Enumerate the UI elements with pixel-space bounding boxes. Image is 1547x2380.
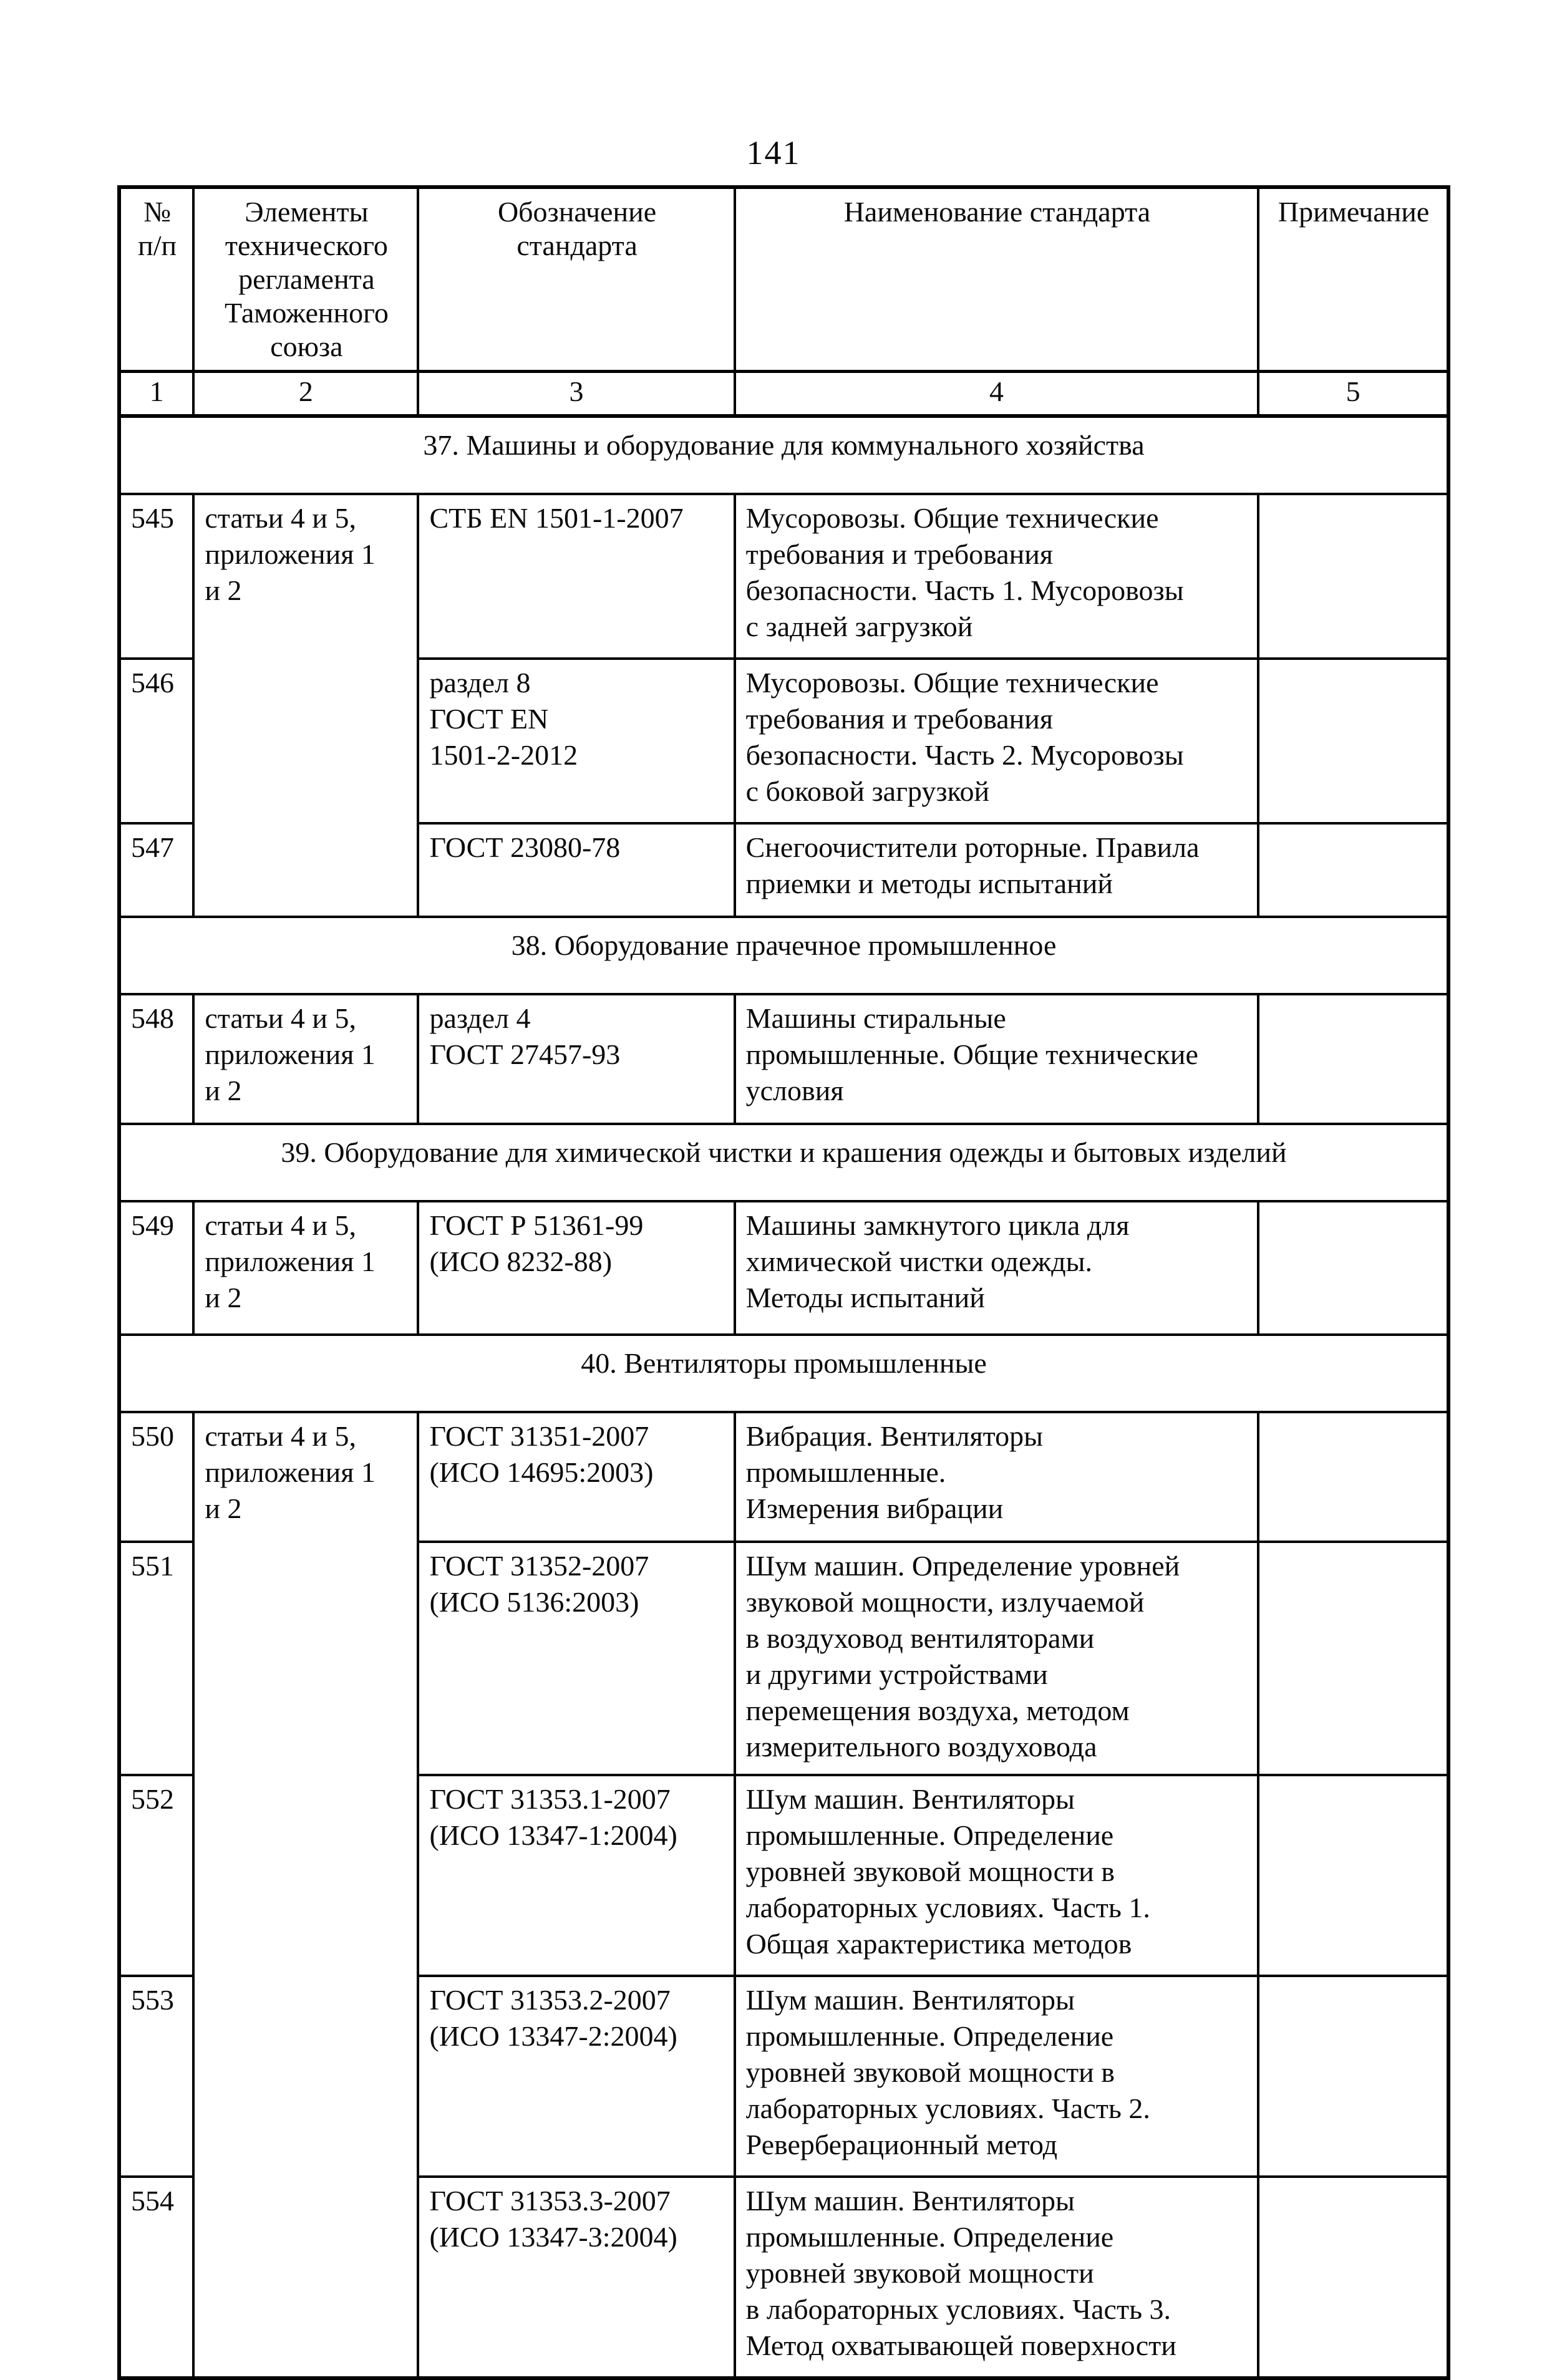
column-index-row xyxy=(119,372,1448,417)
note-cell xyxy=(1258,823,1448,917)
column-index-3: 3 xyxy=(418,372,734,417)
designation-cell: раздел 8 ГОСТ EN 1501-2-2012 xyxy=(418,659,734,823)
name-cell: Шум машин. Вентиляторы промышленные. Определение уровней звуковой мощности в лабораторных условиях. Часть 1. Общая характеристика методов xyxy=(735,1775,1259,1976)
section-title: 40. Вентиляторы промышленные xyxy=(119,1335,1448,1412)
table-row xyxy=(119,994,1448,1124)
note-cell xyxy=(1258,1412,1448,1542)
section-row-40 xyxy=(119,1335,1448,1412)
column-index-5: 5 xyxy=(1258,372,1448,417)
table-row xyxy=(119,1412,1448,1542)
section-row-38 xyxy=(119,917,1448,994)
row-number-cell: 554 xyxy=(119,2177,193,2378)
name-cell: Шум машин. Вентиляторы промышленные. Определение уровней звуковой мощности в лабораторных условиях. Часть 2. Реверберационный метод xyxy=(735,1976,1259,2177)
note-cell xyxy=(1258,994,1448,1124)
designation-cell: ГОСТ 31353.1-2007 (ИСО 13347-1:2004) xyxy=(418,1775,734,1976)
row-number-cell: 548 xyxy=(119,994,193,1124)
table-header-row xyxy=(119,187,1448,372)
designation-cell: ГОСТ 31352-2007 (ИСО 5136:2003) xyxy=(418,1542,734,1775)
name-cell: Шум машин. Вентиляторы промышленные. Определение уровней звуковой мощности в лабораторных условиях. Часть 3. Метод охватывающей поверхности xyxy=(735,2177,1259,2378)
note-cell xyxy=(1258,1775,1448,1976)
col-header-note: Примечание xyxy=(1258,187,1448,372)
section-title: 38. Оборудование прачечное промышленное xyxy=(119,917,1448,994)
designation-cell: раздел 4 ГОСТ 27457-93 xyxy=(418,994,734,1124)
note-cell xyxy=(1258,1201,1448,1335)
designation-cell: ГОСТ 31351-2007 (ИСО 14695:2003) xyxy=(418,1412,734,1542)
col-header-name: Наименование стандарта xyxy=(735,187,1259,372)
row-number-cell: 553 xyxy=(119,1976,193,2177)
name-cell: Мусоровозы. Общие технические требования и требования безопасности. Часть 1. Мусоровозы с задней загрузкой xyxy=(735,494,1259,659)
table-row xyxy=(119,1201,1448,1335)
col-header-num: № п/п xyxy=(119,187,193,372)
scanned-document-page xyxy=(0,134,1547,2361)
column-index-4: 4 xyxy=(735,372,1259,417)
row-number-cell: 549 xyxy=(119,1201,193,1335)
row-number-cell: 551 xyxy=(119,1542,193,1775)
name-cell: Машины стиральные промышленные. Общие технические условия xyxy=(735,994,1259,1124)
name-cell: Мусоровозы. Общие технические требования и требования безопасности. Часть 2. Мусоровозы с боковой загрузкой xyxy=(735,659,1259,823)
note-cell xyxy=(1258,494,1448,659)
name-cell: Вибрация. Вентиляторы промышленные. Измерения вибрации xyxy=(735,1412,1259,1542)
elements-cell: статьи 4 и 5, приложения 1 и 2 xyxy=(193,994,418,1124)
section-row-37 xyxy=(119,416,1448,494)
section-title: 39. Оборудование для химической чистки и крашения одежды и бытовых изделий xyxy=(119,1124,1448,1201)
note-cell xyxy=(1258,659,1448,823)
note-cell xyxy=(1258,2177,1448,2378)
designation-cell: ГОСТ 31353.2-2007 (ИСО 13347-2:2004) xyxy=(418,1976,734,2177)
designation-cell: ГОСТ 23080-78 xyxy=(418,823,734,917)
row-number-cell: 546 xyxy=(119,659,193,823)
row-number-cell: 547 xyxy=(119,823,193,917)
name-cell: Машины замкнутого цикла для химической чистки одежды. Методы испытаний xyxy=(735,1201,1259,1335)
column-index-2: 2 xyxy=(193,372,418,417)
designation-cell: ГОСТ 31353.3-2007 (ИСО 13347-3:2004) xyxy=(418,2177,734,2378)
section-title: 37. Машины и оборудование для коммунального хозяйства xyxy=(119,416,1448,494)
page-number: 141 xyxy=(746,134,801,172)
row-number-cell: 550 xyxy=(119,1412,193,1542)
section-row-39 xyxy=(119,1124,1448,1201)
col-header-designation: Обозначение стандарта xyxy=(418,187,734,372)
note-cell xyxy=(1258,1976,1448,2177)
elements-cell: статьи 4 и 5, приложения 1 и 2 xyxy=(193,1201,418,1335)
row-number-cell: 552 xyxy=(119,1775,193,1976)
note-cell xyxy=(1258,1542,1448,1775)
standards-table xyxy=(117,185,1450,2380)
elements-cell: статьи 4 и 5, приложения 1 и 2 xyxy=(193,494,418,917)
elements-cell: статьи 4 и 5, приложения 1 и 2 xyxy=(193,1412,418,2378)
column-index-1: 1 xyxy=(119,372,193,417)
name-cell: Снегоочистители роторные. Правила приемки и методы испытаний xyxy=(735,823,1259,917)
row-number-cell: 545 xyxy=(119,494,193,659)
designation-cell: ГОСТ Р 51361-99 (ИСО 8232-88) xyxy=(418,1201,734,1335)
table-row xyxy=(119,494,1448,659)
designation-cell: СТБ EN 1501-1-2007 xyxy=(418,494,734,659)
col-header-elements: Элементы технического регламента Таможенного союза xyxy=(193,187,418,372)
name-cell: Шум машин. Определение уровней звуковой мощности, излучаемой в воздуховод вентиляторами и другими устройствами перемещения воздуха, методом измерительного воздуховода xyxy=(735,1542,1259,1775)
